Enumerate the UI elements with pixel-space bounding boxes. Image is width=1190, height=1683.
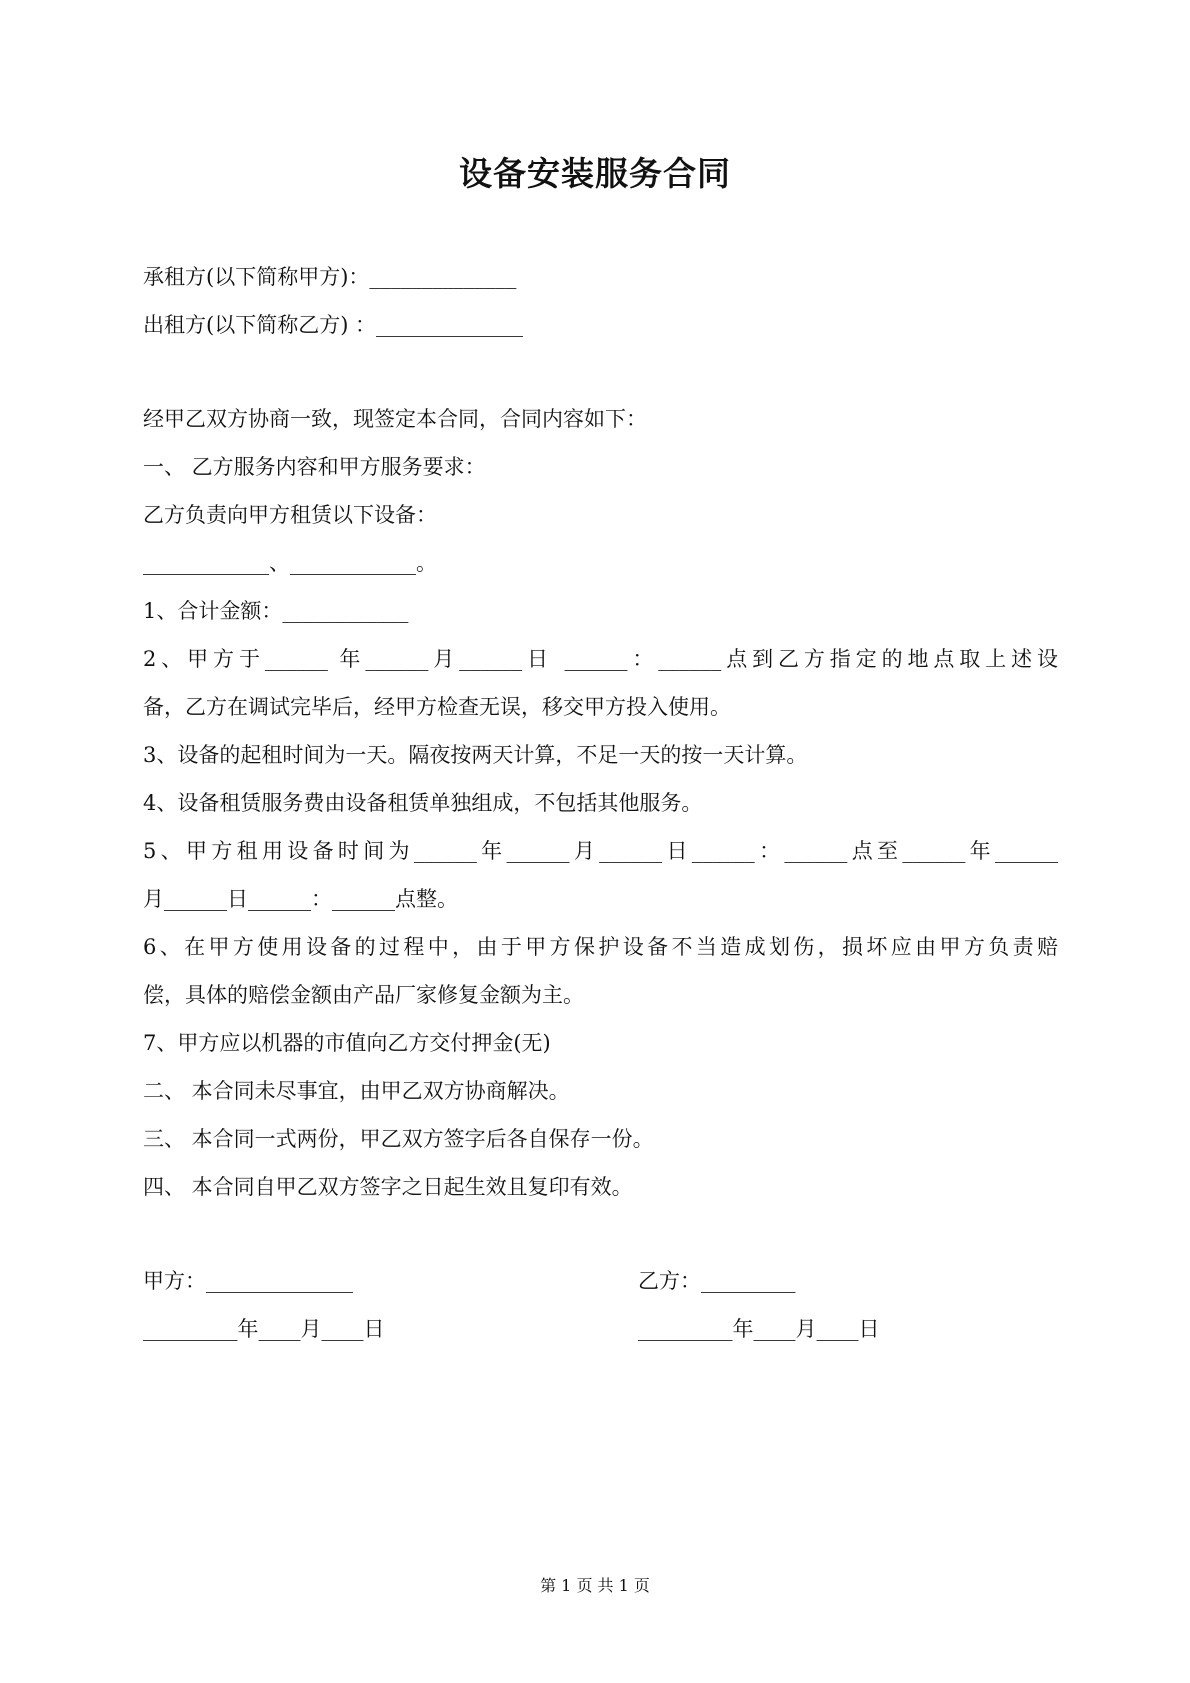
document-title: 设备安装服务合同 [459,154,731,193]
clause-4: 4、设备租赁服务费由设备租赁单独组成，不包括其他服务。 [143,791,703,815]
clause-5-line-2: 月______日______：______点整。 [143,887,458,911]
clause-3: 3、设备的起租时间为一天。隔夜按两天计算，不足一天的按一天计算。 [143,743,808,767]
party-a-signature: 甲方：______________ [143,1269,353,1293]
party-b-date: _________年____月____日 [638,1317,880,1341]
section-2: 二、 本合同未尽事宜，由甲乙双方协商解决。 [143,1079,570,1103]
clause-5-line-1: 5、甲方租用设备时间为______年______月______日______：______点至______年______ [143,839,1058,863]
party-a-date: _________年____月____日 [143,1317,385,1341]
section-1-heading: 一、 乙方服务内容和甲方服务要求： [143,455,486,479]
clause-1: 1、合计金额：____________ [143,599,409,623]
party-b-signature: 乙方：_________ [638,1269,796,1293]
section-3: 三、 本合同一式两份，甲乙双方签字后各自保存一份。 [143,1127,654,1151]
clause-2-line-1: 2、甲方于______ 年______月______日 ______：______点到乙方指定的地点取上述设 [143,647,1058,671]
lessee-line: 承租方(以下简称甲方)：______________ [143,265,517,289]
clause-2-line-2: 备，乙方在调试完毕后，经甲方检查无误，移交甲方投入使用。 [143,695,731,719]
clause-7: 7、甲方应以机器的市值向乙方交付押金(无) [143,1031,551,1055]
intro-paragraph: 经甲乙双方协商一致，现签定本合同，合同内容如下： [143,407,647,431]
equipment-blanks: ____________、____________。 [143,551,437,575]
equipment-intro: 乙方负责向甲方租赁以下设备： [143,503,437,527]
page-number: 第 1 页 共 1 页 [540,1576,650,1595]
clause-6-line-1: 6、在甲方使用设备的过程中，由于甲方保护设备不当造成划伤，损坏应由甲方负责赔 [143,935,1058,959]
lessor-line: 出租方(以下简称乙方) ：______________ [143,313,524,337]
section-4: 四、 本合同自甲乙双方签字之日起生效且复印有效。 [143,1175,633,1199]
clause-6-line-2: 偿，具体的赔偿金额由产品厂家修复金额为主。 [143,983,584,1007]
